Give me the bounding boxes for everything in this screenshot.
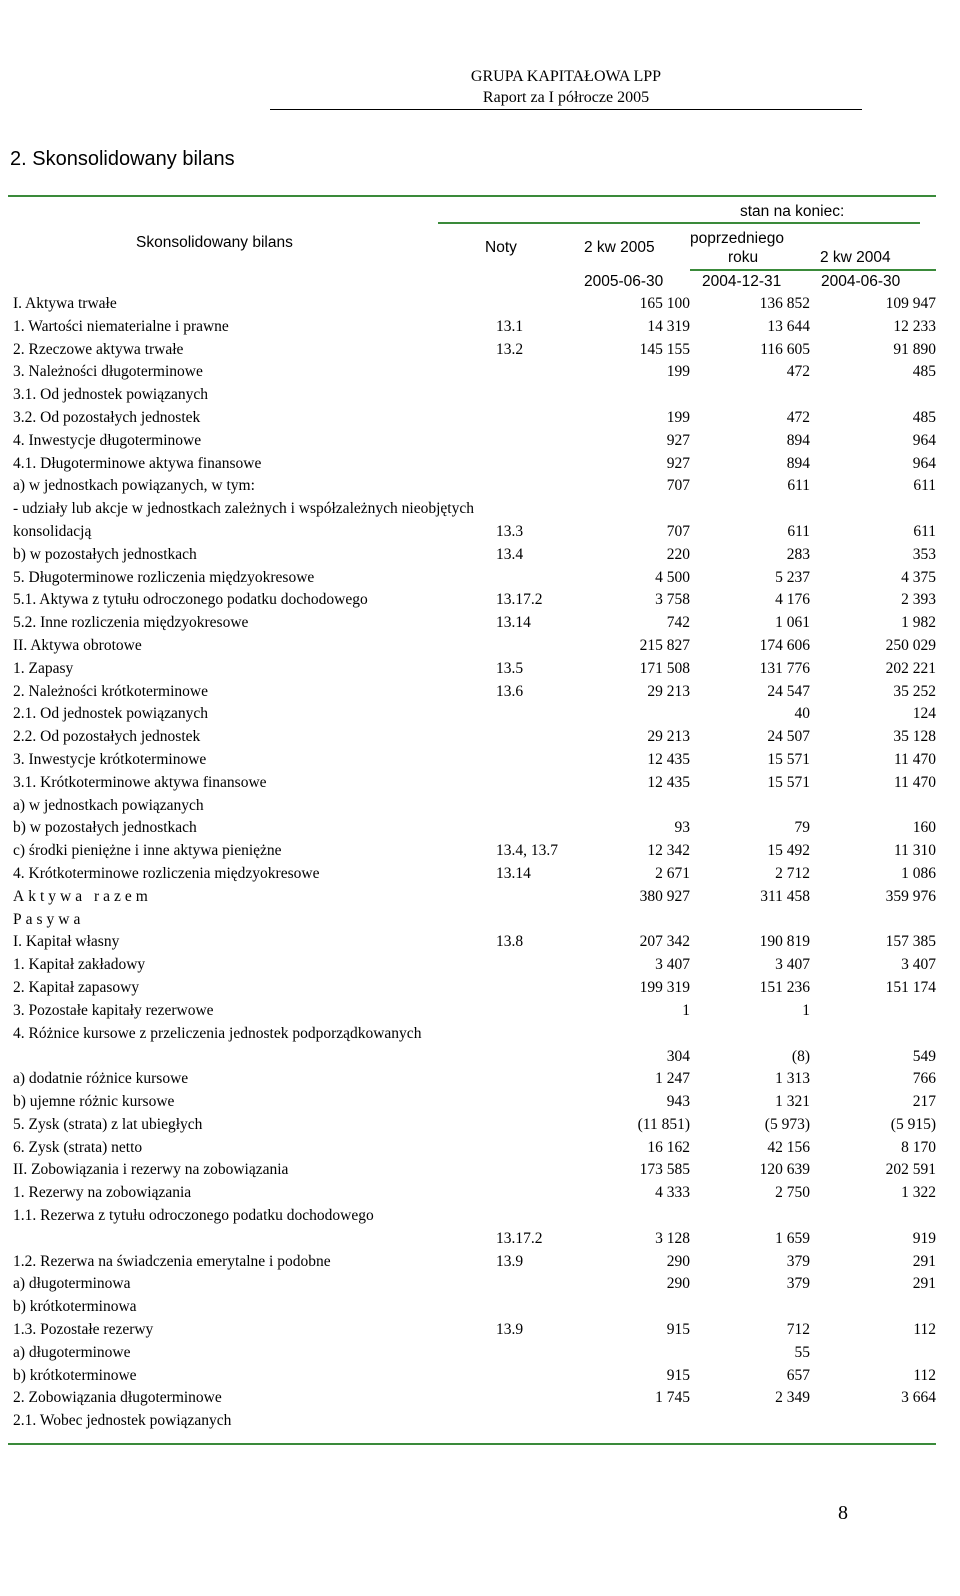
row-value-2005-06-30: 165 100 bbox=[639, 295, 690, 312]
table-row bbox=[0, 406, 960, 429]
table-row bbox=[0, 680, 960, 703]
row-value-2004-06-30: 291 bbox=[912, 1275, 936, 1293]
row-label: 3.1. Krótkoterminowe aktywa finansowe bbox=[13, 773, 267, 791]
table-row bbox=[0, 1409, 960, 1432]
row-label: 5.1. Aktywa z tytułu odroczonego podatku dochodowego bbox=[13, 591, 368, 609]
row-label: a) długoterminowe bbox=[13, 1343, 131, 1361]
row-value-2004-06-30: 12 233 bbox=[893, 317, 936, 335]
row-label: Pasywa bbox=[13, 910, 85, 928]
row-value-2004-06-30: 1 086 bbox=[901, 865, 936, 882]
table-row bbox=[0, 839, 960, 862]
row-value-2005-06-30: 12 342 bbox=[647, 842, 690, 860]
row-note: 13.4 bbox=[496, 545, 524, 563]
row-note: 13.9 bbox=[496, 1252, 524, 1270]
row-value-2004-06-30: 11 470 bbox=[893, 751, 936, 768]
row-value-2004-06-30: 964 bbox=[912, 454, 936, 472]
date-header-1: 2005-06-30 bbox=[584, 273, 664, 290]
row-value-2004-12-31: 1 061 bbox=[775, 614, 810, 632]
row-value-2004-06-30: 202 221 bbox=[885, 659, 936, 677]
row-note: 13.4, 13.7 bbox=[496, 842, 558, 860]
row-label: 5.2. Inne rozliczenia międzyokresowe bbox=[13, 614, 249, 632]
table-row bbox=[0, 1295, 960, 1318]
row-value-2005-06-30: 380 927 bbox=[639, 887, 690, 905]
date-header-3: 2004-06-30 bbox=[821, 273, 901, 290]
column-header-previous-year-line1: poprzedniego bbox=[690, 230, 784, 247]
table-row bbox=[0, 1364, 960, 1387]
row-value-2005-06-30: 290 bbox=[666, 1275, 690, 1293]
row-value-2004-12-31: 712 bbox=[786, 1321, 810, 1338]
table-row bbox=[0, 794, 960, 817]
report-header bbox=[270, 66, 862, 108]
row-value-2005-06-30: 304 bbox=[666, 1047, 690, 1065]
row-value-2004-06-30: 964 bbox=[912, 431, 936, 449]
row-label: c) środki pieniężne i inne aktywa pieniężne bbox=[13, 842, 282, 860]
row-note: 13.17.2 bbox=[496, 1230, 543, 1247]
row-label: 4. Inwestycje długoterminowe bbox=[13, 431, 202, 449]
row-label: 1.3. Pozostałe rezerwy bbox=[13, 1321, 154, 1338]
row-value-2004-12-31: (5 973) bbox=[764, 1115, 810, 1133]
row-value-2004-12-31: 42 156 bbox=[767, 1138, 810, 1156]
row-value-2005-06-30: 12 435 bbox=[647, 773, 690, 791]
row-value-2004-06-30: 1 982 bbox=[901, 614, 936, 632]
row-label: b) w pozostałych jednostkach bbox=[13, 545, 197, 563]
row-value-2004-06-30: 766 bbox=[912, 1070, 936, 1088]
row-value-2004-06-30: 4 375 bbox=[901, 568, 936, 586]
row-value-2004-12-31: 1 313 bbox=[775, 1070, 810, 1088]
row-label: 1. Zapasy bbox=[13, 659, 74, 677]
row-value-2004-12-31: 4 176 bbox=[775, 591, 810, 609]
row-value-2004-12-31: 116 605 bbox=[760, 340, 810, 358]
row-value-2004-12-31: 611 bbox=[787, 477, 810, 495]
table-row bbox=[0, 1067, 960, 1090]
table-row bbox=[0, 1341, 960, 1364]
row-value-2005-06-30: 173 585 bbox=[639, 1161, 690, 1179]
table-row bbox=[0, 1158, 960, 1181]
row-value-2005-06-30: 145 155 bbox=[639, 340, 690, 358]
row-value-2004-06-30: (5 915) bbox=[890, 1115, 936, 1133]
row-value-2005-06-30: 943 bbox=[666, 1093, 690, 1110]
row-value-2005-06-30: 4 333 bbox=[655, 1184, 690, 1202]
table-row bbox=[0, 360, 960, 383]
row-value-2004-12-31: 1 bbox=[802, 1001, 810, 1019]
row-value-2004-12-31: 15 571 bbox=[767, 751, 810, 768]
row-value-2004-12-31: 379 bbox=[786, 1252, 810, 1270]
table-row bbox=[0, 634, 960, 657]
row-label: 5. Długoterminowe rozliczenia międzyokresowe bbox=[13, 568, 315, 586]
row-value-2004-06-30: 919 bbox=[912, 1230, 936, 1247]
row-label: 1. Rezerwy na zobowiązania bbox=[13, 1184, 192, 1202]
row-value-2004-06-30: 217 bbox=[912, 1093, 936, 1110]
row-value-2004-06-30: 485 bbox=[912, 409, 936, 426]
row-label: 3.2. Od pozostałych jednostek bbox=[13, 409, 201, 426]
header-divider bbox=[270, 109, 862, 110]
date-header-2: 2004-12-31 bbox=[702, 273, 782, 290]
table-row bbox=[0, 611, 960, 634]
row-label: I. Aktywa trwałe bbox=[13, 295, 117, 312]
row-label: 1. Wartości niematerialne i prawne bbox=[13, 317, 229, 335]
row-value-2005-06-30: 2 671 bbox=[655, 865, 690, 882]
row-value-2004-06-30: 151 174 bbox=[885, 979, 936, 996]
row-value-2004-12-31: 5 237 bbox=[775, 568, 810, 586]
row-value-2004-06-30: 250 029 bbox=[885, 637, 936, 654]
row-value-2005-06-30: 915 bbox=[666, 1321, 690, 1338]
table-row bbox=[0, 292, 960, 315]
row-value-2004-06-30: 35 252 bbox=[893, 682, 936, 700]
row-label: 1.2. Rezerwa na świadczenia emerytalne i podobne bbox=[13, 1252, 331, 1270]
table-row bbox=[0, 315, 960, 338]
row-value-2004-06-30: 202 591 bbox=[885, 1161, 936, 1179]
row-value-2004-12-31: 283 bbox=[786, 545, 810, 563]
row-value-2004-12-31: 894 bbox=[786, 431, 810, 449]
row-note: 13.8 bbox=[496, 933, 524, 951]
column-header-2kw2004: 2 kw 2004 bbox=[820, 249, 891, 266]
row-value-2004-12-31: 24 507 bbox=[767, 728, 810, 746]
row-note: 13.14 bbox=[496, 865, 531, 882]
row-value-2004-12-31: 1 659 bbox=[775, 1230, 810, 1247]
table-row bbox=[0, 474, 960, 497]
row-label: II. Zobowiązania i rezerwy na zobowiązania bbox=[13, 1161, 289, 1179]
column-header-notes: Noty bbox=[485, 239, 517, 256]
row-value-2004-06-30: 549 bbox=[912, 1047, 936, 1065]
row-value-2004-12-31: 379 bbox=[786, 1275, 810, 1293]
row-value-2004-12-31: (8) bbox=[791, 1047, 810, 1065]
table-row bbox=[0, 1181, 960, 1204]
row-value-2004-12-31: 894 bbox=[786, 454, 810, 472]
row-value-2004-12-31: 131 776 bbox=[759, 659, 810, 677]
row-value-2004-06-30: 611 bbox=[913, 477, 936, 495]
row-value-2004-06-30: 157 385 bbox=[885, 933, 936, 951]
table-row bbox=[0, 976, 960, 999]
row-value-2004-06-30: 359 976 bbox=[885, 887, 936, 905]
row-value-2004-12-31: 13 644 bbox=[767, 317, 810, 335]
row-label: b) krótkoterminowa bbox=[13, 1298, 137, 1316]
row-label: a) w jednostkach powiązanych bbox=[13, 796, 204, 814]
row-value-2004-06-30: 91 890 bbox=[893, 340, 936, 358]
row-value-2004-12-31: 190 819 bbox=[759, 933, 810, 951]
column-header-label: Skonsolidowany bilans bbox=[136, 234, 293, 251]
row-value-2004-06-30: 3 407 bbox=[901, 956, 936, 974]
row-value-2004-06-30: 160 bbox=[912, 819, 936, 837]
table-row bbox=[0, 383, 960, 406]
row-note: 13.6 bbox=[496, 682, 524, 700]
row-value-2004-06-30: 2 393 bbox=[901, 591, 936, 609]
row-value-2005-06-30: 290 bbox=[666, 1252, 690, 1270]
row-label: 2. Kapitał zapasowy bbox=[13, 979, 140, 996]
row-value-2005-06-30: 16 162 bbox=[647, 1138, 690, 1156]
row-value-2004-06-30: 1 322 bbox=[901, 1184, 936, 1202]
row-value-2004-12-31: 2 750 bbox=[775, 1184, 810, 1202]
row-value-2005-06-30: 199 bbox=[666, 363, 690, 381]
table-row bbox=[0, 1022, 960, 1068]
table-row bbox=[0, 566, 960, 589]
group-header: stan na koniec: bbox=[740, 203, 845, 220]
row-value-2005-06-30: 93 bbox=[674, 819, 690, 837]
table-row bbox=[0, 885, 960, 908]
row-value-2005-06-30: 199 319 bbox=[639, 979, 690, 996]
row-value-2004-12-31: 136 852 bbox=[759, 295, 810, 312]
row-value-2004-12-31: 79 bbox=[794, 819, 810, 837]
row-value-2004-06-30: 109 947 bbox=[885, 295, 936, 312]
row-label: b) krótkoterminowe bbox=[13, 1366, 137, 1384]
table-row bbox=[0, 725, 960, 748]
row-label: b) w pozostałych jednostkach bbox=[13, 819, 197, 837]
row-value-2004-06-30: 611 bbox=[913, 523, 936, 541]
row-value-2004-06-30: 8 170 bbox=[901, 1138, 936, 1156]
row-value-2004-12-31: 472 bbox=[786, 409, 810, 426]
table-row bbox=[0, 429, 960, 452]
title-divider bbox=[8, 195, 936, 197]
row-value-2004-06-30: 112 bbox=[913, 1366, 936, 1384]
table-row bbox=[0, 1204, 960, 1250]
row-label: a) długoterminowa bbox=[13, 1275, 131, 1293]
table-row bbox=[0, 1136, 960, 1159]
row-label: 2.1. Od jednostek powiązanych bbox=[13, 705, 208, 723]
row-value-2004-12-31: 40 bbox=[794, 705, 810, 723]
row-label: Aktywa razem bbox=[13, 887, 152, 905]
row-value-2005-06-30: 1 247 bbox=[655, 1070, 690, 1088]
row-value-2004-12-31: 151 236 bbox=[759, 979, 810, 996]
row-label: a) dodatnie różnice kursowe bbox=[13, 1070, 189, 1088]
row-value-2005-06-30: 1 bbox=[682, 1001, 690, 1019]
row-value-2004-06-30: 485 bbox=[912, 363, 936, 381]
row-label: 2. Rzeczowe aktywa trwałe bbox=[13, 340, 184, 358]
row-value-2005-06-30: 207 342 bbox=[639, 933, 690, 951]
table-row bbox=[0, 930, 960, 953]
row-value-2005-06-30: 927 bbox=[666, 431, 690, 449]
table-row bbox=[0, 1113, 960, 1136]
table-row bbox=[0, 657, 960, 680]
row-label: 6. Zysk (strata) netto bbox=[13, 1138, 143, 1156]
row-value-2004-12-31: 311 458 bbox=[760, 887, 810, 905]
table-row bbox=[0, 1250, 960, 1273]
row-value-2004-06-30: 11 470 bbox=[893, 773, 936, 791]
row-value-2004-06-30: 353 bbox=[912, 545, 936, 563]
row-value-2004-06-30: 291 bbox=[912, 1252, 936, 1270]
row-value-2005-06-30: 3 128 bbox=[655, 1230, 690, 1247]
row-label: I. Kapitał własny bbox=[13, 933, 120, 951]
row-note: 13.14 bbox=[496, 614, 531, 632]
row-value-2004-12-31: 15 492 bbox=[767, 842, 810, 860]
column-header-2kw2005: 2 kw 2005 bbox=[584, 239, 655, 256]
company-name: GRUPA KAPITAŁOWA LPP bbox=[470, 68, 662, 85]
table-row bbox=[0, 999, 960, 1022]
row-value-2005-06-30: 3 758 bbox=[655, 591, 690, 609]
row-value-2005-06-30: 199 bbox=[666, 409, 690, 426]
row-value-2005-06-30: 707 bbox=[666, 523, 690, 541]
row-value-2005-06-30: 29 213 bbox=[647, 682, 690, 700]
row-label: 5. Zysk (strata) z lat ubiegłych bbox=[13, 1115, 203, 1133]
row-label: b) ujemne różnic kursowe bbox=[13, 1093, 175, 1110]
row-value-2004-12-31: 24 547 bbox=[767, 682, 810, 700]
row-label: 3. Pozostałe kapitały rezerwowe bbox=[13, 1001, 214, 1019]
row-label: 4. Różnice kursowe z przeliczenia jednostek podporządkowanych bbox=[13, 1024, 422, 1042]
table-row bbox=[0, 771, 960, 794]
table-row bbox=[0, 702, 960, 725]
row-label: 2. Zobowiązania długoterminowe bbox=[13, 1389, 222, 1407]
table-row bbox=[0, 816, 960, 839]
row-value-2005-06-30: 220 bbox=[666, 545, 690, 563]
row-value-2004-12-31: 15 571 bbox=[767, 773, 810, 791]
table-row bbox=[0, 1090, 960, 1113]
group-header-rule bbox=[438, 222, 920, 224]
row-value-2004-06-30: 112 bbox=[913, 1321, 936, 1338]
row-label: II. Aktywa obrotowe bbox=[13, 637, 142, 654]
row-value-2004-12-31: 120 639 bbox=[759, 1161, 810, 1179]
row-label: a) w jednostkach powiązanych, w tym: bbox=[13, 477, 255, 495]
section-title: 2. Skonsolidowany bilans bbox=[10, 148, 235, 170]
row-value-2005-06-30: 1 745 bbox=[655, 1389, 690, 1407]
row-note: 13.1 bbox=[496, 317, 524, 335]
table-row bbox=[0, 862, 960, 885]
row-label: 1.1. Rezerwa z tytułu odroczonego podatku dochodowego bbox=[13, 1207, 374, 1224]
row-label: 2.2. Od pozostałych jednostek bbox=[13, 728, 201, 746]
row-value-2004-12-31: 2 712 bbox=[775, 865, 810, 882]
table-row bbox=[0, 1318, 960, 1341]
row-value-2004-06-30: 11 310 bbox=[893, 842, 936, 860]
row-label: 1. Kapitał zakładowy bbox=[13, 956, 146, 974]
table-row bbox=[0, 1272, 960, 1295]
row-label: 3. Inwestycje krótkoterminowe bbox=[13, 751, 207, 768]
row-note: 13.9 bbox=[496, 1321, 524, 1338]
table-row bbox=[0, 497, 960, 543]
row-value-2005-06-30: 215 827 bbox=[639, 637, 690, 654]
row-note: 13.5 bbox=[496, 659, 524, 677]
row-label: 2.1. Wobec jednostek powiązanych bbox=[13, 1412, 232, 1430]
column-header-previous-year-line2: roku bbox=[728, 249, 759, 266]
row-value-2004-12-31: 55 bbox=[794, 1343, 810, 1361]
row-value-2004-06-30: 35 128 bbox=[893, 728, 936, 746]
date-header-rule bbox=[690, 269, 936, 271]
row-value-2004-12-31: 3 407 bbox=[775, 956, 810, 974]
row-value-2005-06-30: 171 508 bbox=[639, 659, 690, 677]
column-header-previous-year bbox=[690, 229, 784, 267]
table-bottom-rule bbox=[8, 1443, 936, 1445]
table-row bbox=[0, 953, 960, 976]
row-note: 13.3 bbox=[496, 523, 524, 541]
table-row bbox=[0, 748, 960, 771]
table-row bbox=[0, 1386, 960, 1409]
row-value-2005-06-30: 3 407 bbox=[655, 956, 690, 974]
row-label: 3. Należności długoterminowe bbox=[13, 363, 203, 381]
row-value-2004-12-31: 611 bbox=[787, 523, 810, 541]
table-row bbox=[0, 908, 960, 931]
row-value-2005-06-30: 915 bbox=[666, 1366, 690, 1384]
table-row bbox=[0, 543, 960, 566]
row-value-2005-06-30: (11 851) bbox=[637, 1115, 690, 1133]
table-row bbox=[0, 588, 960, 611]
page-number: 8 bbox=[838, 1502, 848, 1524]
row-value-2004-12-31: 2 349 bbox=[775, 1389, 810, 1407]
row-label: 3.1. Od jednostek powiązanych bbox=[13, 386, 208, 404]
row-value-2004-12-31: 1 321 bbox=[775, 1093, 810, 1110]
table-row bbox=[0, 338, 960, 361]
row-value-2004-12-31: 472 bbox=[786, 363, 810, 381]
row-label: 4. Krótkoterminowe rozliczenia międzyokresowe bbox=[13, 865, 320, 882]
row-note: 13.17.2 bbox=[496, 591, 543, 609]
row-value-2005-06-30: 742 bbox=[666, 614, 690, 632]
row-value-2005-06-30: 707 bbox=[666, 477, 690, 495]
report-period: Raport za I półrocze 2005 bbox=[482, 89, 650, 106]
row-label: 2. Należności krótkoterminowe bbox=[13, 682, 208, 700]
row-value-2004-06-30: 3 664 bbox=[901, 1389, 936, 1407]
row-value-2005-06-30: 927 bbox=[666, 454, 690, 472]
row-value-2004-06-30: 124 bbox=[912, 705, 936, 723]
row-label: - udziały lub akcje w jednostkach zależnych i współzależnych nieobjętych konsolidacją bbox=[13, 500, 474, 541]
row-value-2005-06-30: 29 213 bbox=[647, 728, 690, 746]
row-note: 13.2 bbox=[496, 340, 524, 358]
table-row bbox=[0, 452, 960, 475]
row-value-2004-12-31: 174 606 bbox=[759, 637, 810, 654]
row-value-2004-12-31: 657 bbox=[786, 1366, 810, 1384]
row-label: 4.1. Długoterminowe aktywa finansowe bbox=[13, 454, 262, 472]
row-value-2005-06-30: 4 500 bbox=[655, 568, 690, 586]
row-value-2005-06-30: 12 435 bbox=[647, 751, 690, 768]
row-value-2005-06-30: 14 319 bbox=[647, 317, 690, 335]
